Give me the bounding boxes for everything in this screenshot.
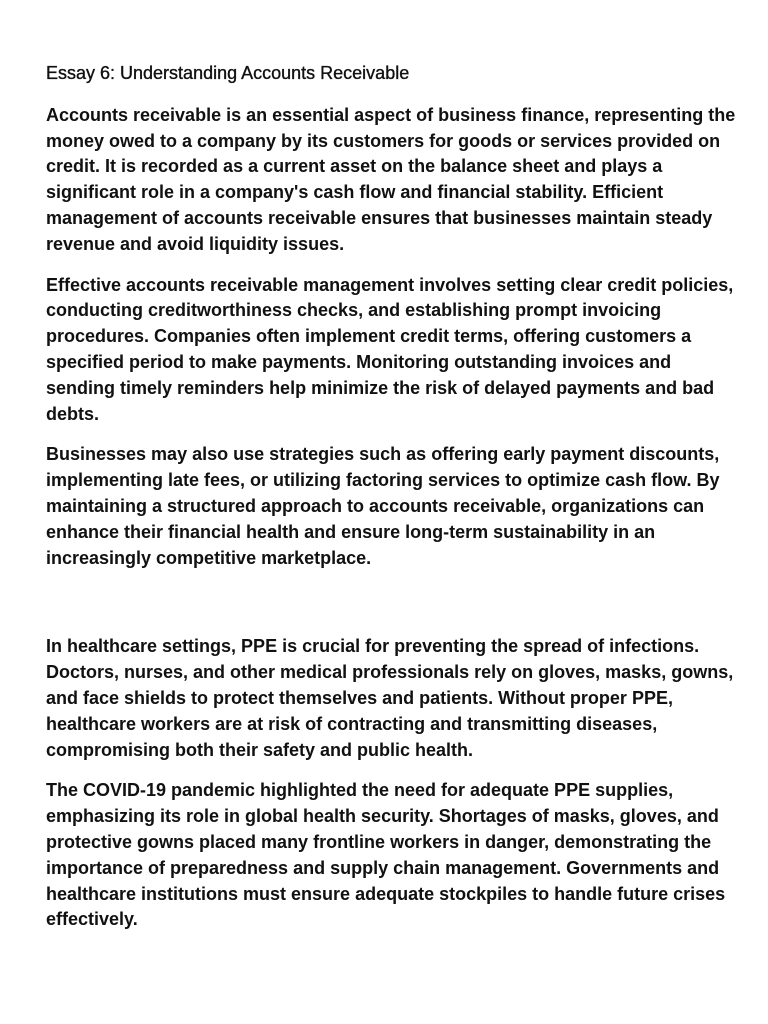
section-ppe	[46, 634, 736, 933]
paragraph: Businesses may also use strategies such as offering early payment discounts, implementing late fees, or utilizing factoring services to optimize cash flow. By maintaining a structured approach to accounts receivable, organizations can enhance their financial health and ensure long-term sustainability in an increasingly competitive marketplace.	[46, 444, 720, 568]
section-accounts-receivable	[46, 103, 736, 572]
document-title: Essay 6: Understanding Accounts Receivable	[46, 63, 410, 83]
paragraph: Effective accounts receivable management involves setting clear credit policies, conducting creditworthiness checks, and establishing prompt invoicing procedures. Companies often implement credit terms, offering customers a specified period to make payments. Monitoring outstanding invoices and sending timely reminders help minimize the risk of delayed payments and bad debts.	[46, 274, 734, 424]
section-spacer	[46, 586, 736, 634]
document-body	[46, 61, 736, 948]
paragraph: The COVID-19 pandemic highlighted the need for adequate PPE supplies, emphasizing its role in global health security. Shortages of masks, gloves, and protective gowns placed many frontline workers in danger, demonstrating the importance of preparedness and supply chain management. Governments and healthcare institutions must ensure adequate stockpiles to handle future crises effectively.	[46, 780, 726, 930]
paragraph: In healthcare settings, PPE is crucial for preventing the spread of infections. Doctors, nurses, and other medical professionals rely on gloves, masks, gowns, and face shields to protect themselves and patients. Without proper PPE, healthcare workers are at risk of contracting and transmitting diseases, compromising both their safety and public health.	[46, 636, 734, 760]
paragraph: Accounts receivable is an essential aspect of business finance, representing the money owed to a company by its customers for goods or services provided on credit. It is recorded as a current asset on the balance sheet and plays a significant role in a company's cash flow and financial stability. Efficient management of accounts receivable ensures that businesses maintain steady revenue and avoid liquidity issues.	[46, 104, 736, 254]
